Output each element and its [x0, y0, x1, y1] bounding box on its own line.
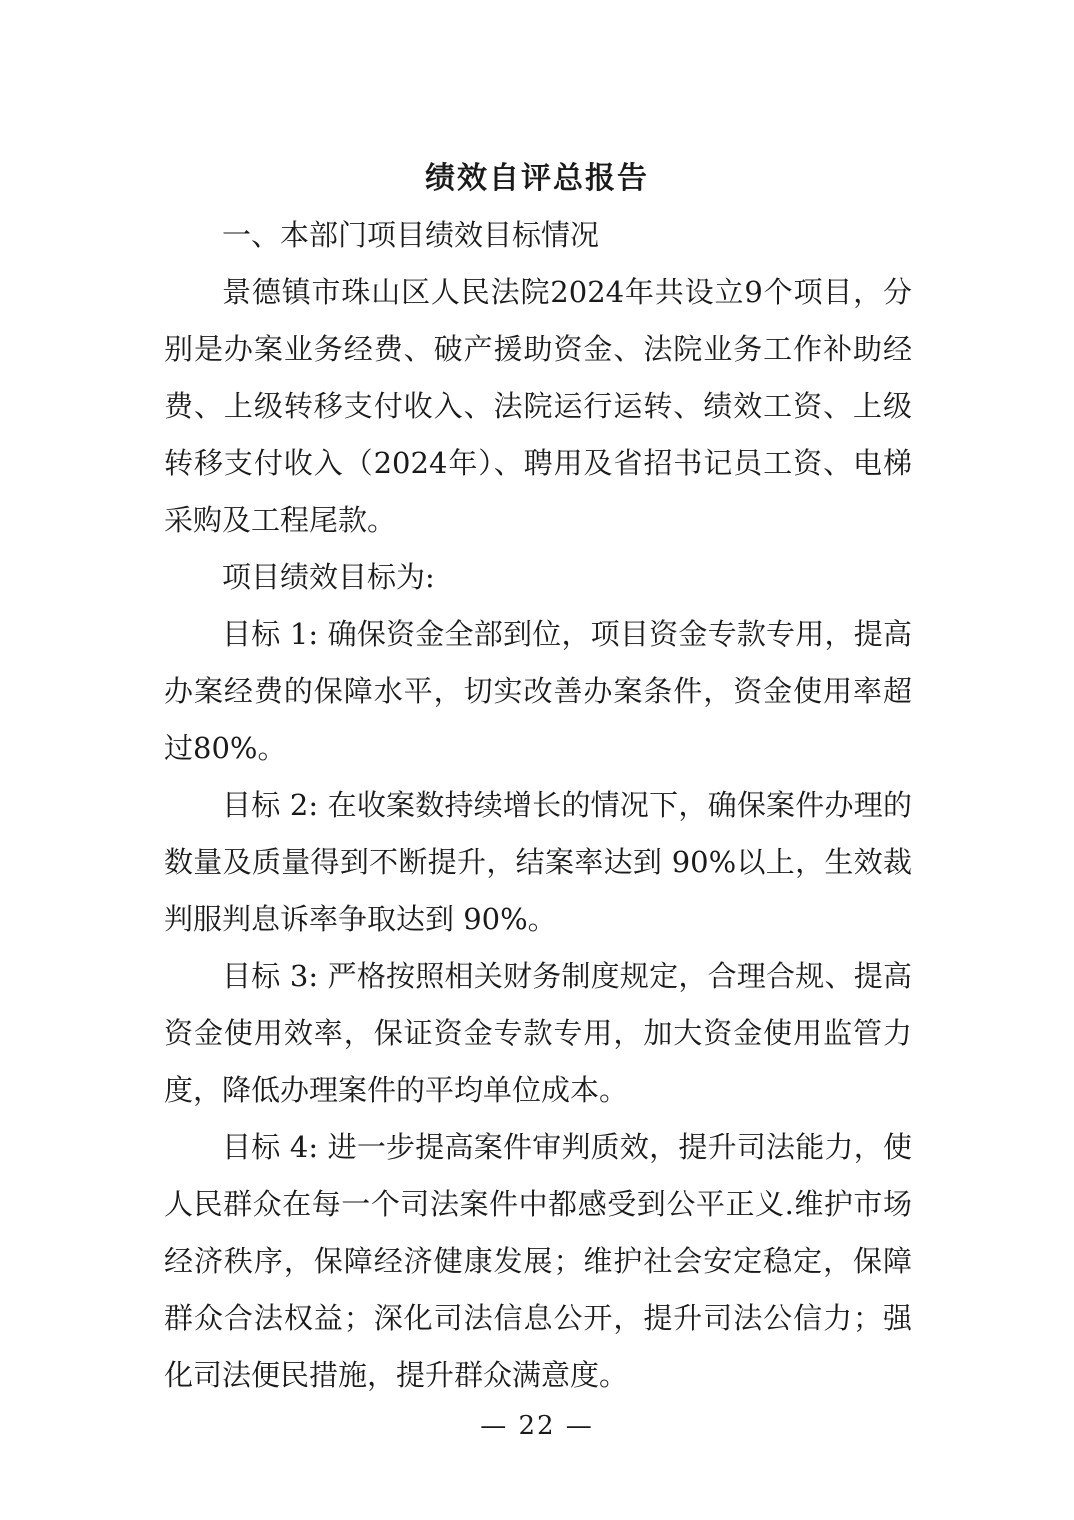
paragraph-goal-3: 目标 3: 严格按照相关财务制度规定，合理合规、提高资金使用效率，保证资金专款专用，加大资金使用监管力度，降低办理案件的平均单位成本。 — [164, 959, 912, 1107]
page-number: — 22 — — [480, 1411, 594, 1441]
paragraph-goals-intro: 项目绩效目标为: — [222, 560, 435, 594]
paragraph-projects: 景德镇市珠山区人民法院2024年共设立9个项目，分别是办案业务经费、破产援助资金、法院业务工作补助经费、上级转移支付收入、法院运行运转、绩效工资、上级转移支付收入（2024年）、聘用及省招书记员工资、电梯采购及工程尾款。 — [164, 275, 912, 537]
report-body — [164, 207, 912, 1404]
section-heading: 一、本部门项目绩效目标情况 — [222, 218, 600, 252]
paragraph-goal-1: 目标 1: 确保资金全部到位，项目资金专款专用，提高办案经费的保障水平，切实改善办案条件，资金使用率超过80%。 — [164, 617, 912, 765]
report-title: 绩效自评总报告 — [425, 161, 649, 196]
paragraph-goal-2: 目标 2: 在收案数持续增长的情况下，确保案件办理的数量及质量得到不断提升，结案率达到 90%以上，生效裁判服判息诉率争取达到 90%。 — [164, 788, 912, 936]
paragraph-goal-4: 目标 4: 进一步提高案件审判质效，提升司法能力，使人民群众在每一个司法案件中都感受到公平正义.维护市场经济秩序，保障经济健康发展；维护社会安定稳定，保障群众合法权益；深化司法信息公开，提升司法公信力；强化司法便民措施，提升群众满意度。 — [164, 1130, 912, 1392]
